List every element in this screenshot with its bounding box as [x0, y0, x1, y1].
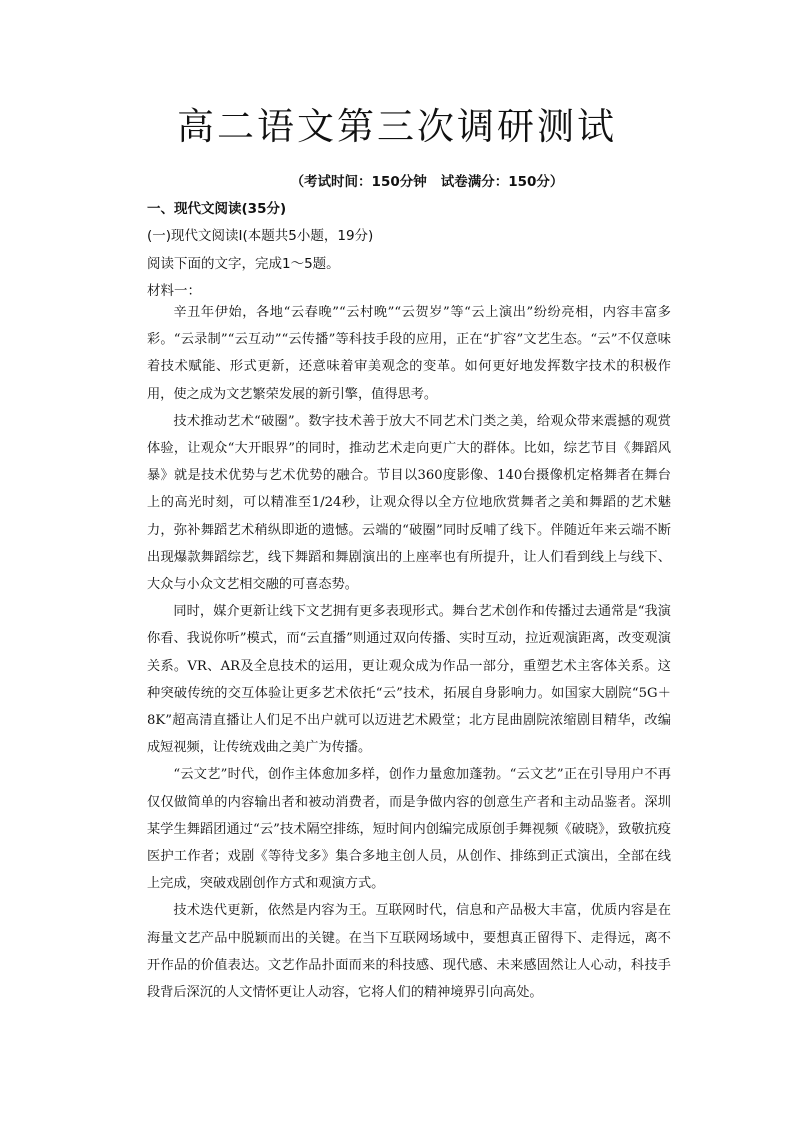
material-body [147, 299, 671, 1006]
sub-heading: (一)现代文阅读Ⅰ(本题共5小题，19分) [147, 228, 374, 244]
paragraph: 技术推动艺术“破圈”。数字技术善于放大不同艺术门类之美，给观众带来震撼的观赏体验，让观众“大开眼界”的同时，推动艺术走向更广大的群体。比如，综艺节目《舞蹈风暴》就是技术优势与艺术优势的融合。节目以360度影像、140台摄像机定格舞者在舞台上的高光时刻，可以精准至1/24秒，让观众得以全方位地欣赏舞者之美和舞蹈的艺术魅力，弥补舞蹈艺术稍纵即逝的遗憾。云端的“破圈”同时反哺了线下。伴随近年来云端不断出现爆款舞蹈综艺，线下舞蹈和舞剧演出的上座率也有所提升，让人们看到线上与线下、大众与小众文艺相交融的可喜态势。 [147, 413, 671, 593]
section-heading: 一、现代文阅读(35分) [147, 201, 287, 217]
reading-instruction: 阅读下面的文字，完成1～5题。 [147, 256, 340, 272]
page-title: 高二语文第三次调研测试 [177, 105, 617, 148]
paragraph: 技术迭代更新，依然是内容为王。互联网时代，信息和产品极大丰富，优质内容是在海量文艺产品中脱颖而出的关键。在当下互联网场域中，要想真正留得下、走得远，离不开作品的价值表达。文艺作品扑面而来的科技感、现代感、未来感固然让人心动，科技手段背后深沉的人文情怀更让人动容，它将人们的精神境界引向高处。 [147, 903, 671, 1001]
paragraph: 同时，媒介更新让线下文艺拥有更多表现形式。舞台艺术创作和传播过去通常是“我演你看、我说你听”模式，而“云直播”则通过双向传播、实时互动，拉近观演距离，改变观演关系。VR、AR及全息技术的运用，更让观众成为作品一部分，重塑艺术主客体关系。这种突破传统的交互体验让更多艺术依托“云”技术，拓展自身影响力。如国家大剧院“5G＋8K”超高清直播让人们足不出户就可以迈进艺术殿堂；北方昆曲剧院浓缩剧目精华，改编成短视频，让传统戏曲之美广为传播。 [147, 604, 671, 756]
material-label: 材料一： [147, 283, 201, 299]
exam-info [0, 170, 794, 190]
exam-time: （考试时间：150分钟 [290, 174, 427, 190]
paragraph: 辛丑年伊始，各地“云春晚”“云村晚”“云贺岁”等“云上演出”纷纷亮相，内容丰富多彩。“云录制”“云互动”“云传播”等科技手段的应用，正在“扩容”文艺生态。“云”不仅意味着技术赋能、形式更新，还意味着审美观念的变革。如何更好地发挥数字技术的积极作用，使之成为文艺繁荣发展的新引擎，值得思考。 [147, 305, 671, 402]
exam-score: 试卷满分：150分） [440, 174, 564, 190]
paragraph: “云文艺”时代，创作主体愈加多样，创作力量愈加蓬勃。“云文艺”正在引导用户不再仅仅做简单的内容输出者和被动消费者，而是争做内容的创意生产者和主动品鉴者。深圳某学生舞蹈团通过“云”技术隔空排练，短时间内创编完成原创手舞视频《破晓》，致敬抗疫医护工作者；戏剧《等待戈多》集合多地主创人员，从创作、排练到正式演出，全部在线上完成，突破戏剧创作方式和观演方式。 [147, 767, 671, 892]
